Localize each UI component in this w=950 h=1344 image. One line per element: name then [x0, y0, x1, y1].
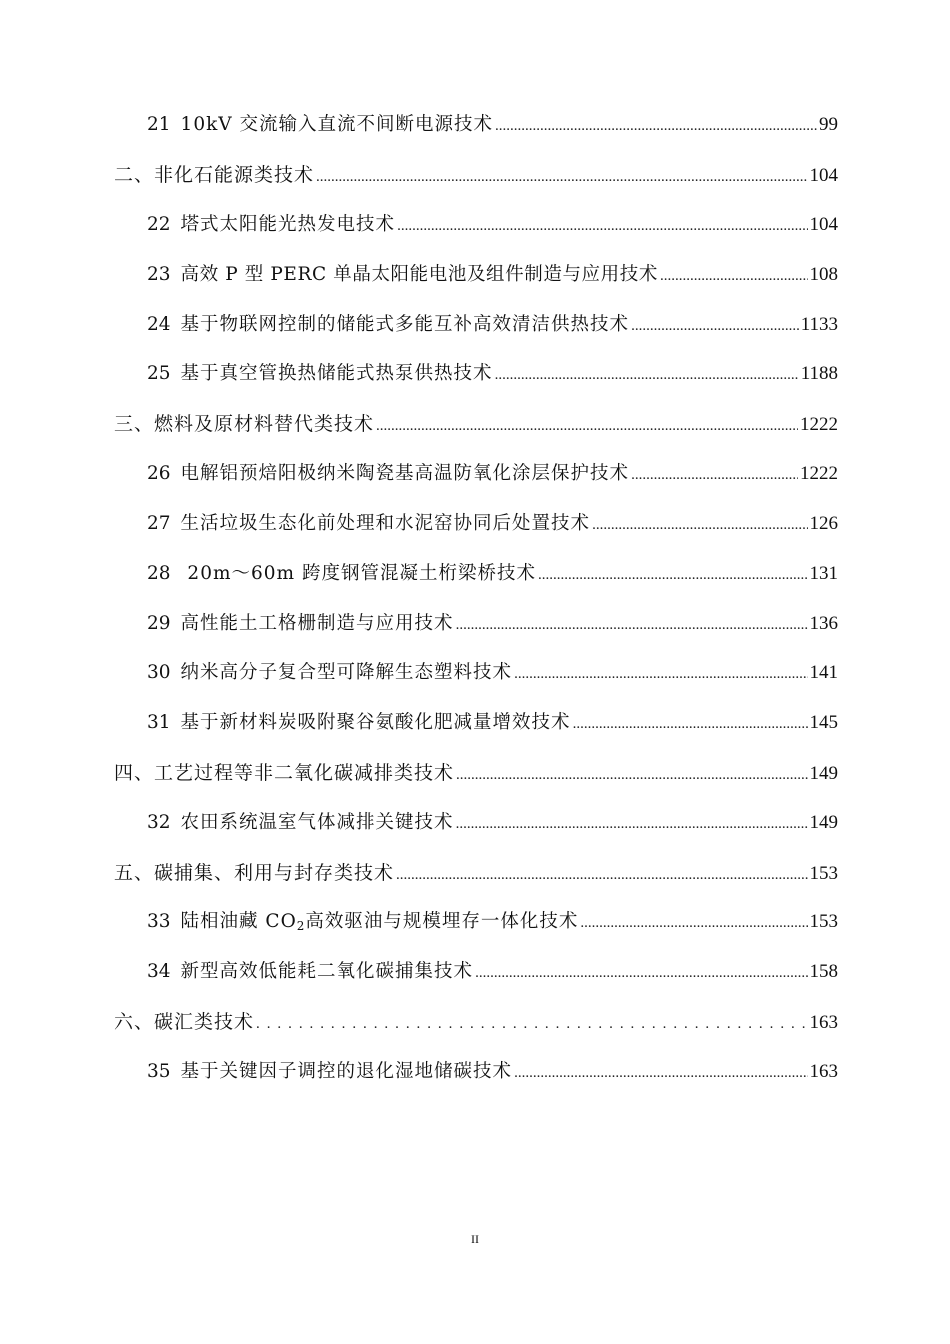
toc-item-title: 基于新材料炭吸附聚谷氨酸化肥减量增效技术	[180, 712, 571, 733]
toc-item-30[interactable]	[147, 658, 838, 688]
toc-item-title: 生活垃圾生态化前处理和水泥窑协同后处置技术	[180, 513, 591, 534]
dot-leader	[514, 1057, 807, 1088]
dot-leader	[475, 957, 807, 988]
toc-item-page: 136	[809, 613, 838, 634]
toc-item-number: 25	[147, 363, 171, 384]
toc-item-number: 24	[147, 314, 171, 335]
toc-item-number: 26	[147, 463, 171, 484]
toc-item-title: 基于物联网控制的储能式多能互补高效清洁供热技术	[180, 314, 630, 335]
toc-item-35[interactable]	[147, 1057, 838, 1087]
toc-item-21[interactable]	[147, 110, 838, 140]
toc-item-26[interactable]	[147, 459, 838, 489]
dot-leader	[397, 210, 807, 241]
dot-leader	[376, 409, 798, 441]
toc-item-number: 35	[147, 1061, 171, 1082]
toc-item-title	[181, 907, 579, 937]
dot-leader	[514, 658, 807, 689]
toc-item-number: 28	[147, 563, 171, 584]
toc-item-number: 21	[147, 114, 171, 135]
toc-item-page: 163	[809, 1061, 838, 1082]
toc-item-page: 149	[809, 812, 838, 833]
toc-item-32[interactable]	[147, 808, 838, 838]
toc-section-page: 163	[809, 1012, 838, 1033]
toc-item-27[interactable]	[147, 509, 838, 539]
toc-section-title: 六、碳汇类技术	[114, 1011, 255, 1033]
toc-item-number: 22	[147, 214, 171, 235]
toc-item-22[interactable]	[147, 210, 838, 240]
toc-section-page: 104	[809, 165, 838, 186]
dot-leader	[573, 708, 808, 739]
toc-item-title: 高性能土工格栅制造与应用技术	[180, 613, 454, 634]
dot-leader	[495, 359, 799, 390]
dot-leader	[631, 310, 799, 341]
toc-item-number: 32	[147, 812, 171, 833]
toc-item-title: 新型高效低能耗二氧化碳捕集技术	[180, 961, 474, 982]
dot-leader	[256, 1007, 807, 1039]
dot-leader	[456, 808, 808, 839]
toc-item-title: 高效 P 型 PERC 单晶太阳能电池及组件制造与应用技术	[180, 264, 658, 285]
co2-subscript: 2	[296, 919, 306, 933]
toc-section-title: 二、非化石能源类技术	[114, 164, 315, 186]
toc-item-page: 153	[809, 911, 838, 932]
dot-leader	[396, 858, 807, 890]
toc-item-title: 电解铝预焙阳极纳米陶瓷基高温防氧化涂层保护技术	[180, 463, 630, 484]
toc-item-page: 1188	[800, 363, 838, 384]
toc-item-number: 33	[147, 911, 171, 932]
dot-leader	[456, 758, 807, 790]
toc-section-carbon-sink[interactable]	[114, 1007, 838, 1037]
toc-item-page: 145	[809, 712, 838, 733]
toc-item-page: 141	[809, 662, 838, 683]
page-number-footer: II	[471, 1232, 479, 1246]
toc-section-page: 153	[809, 863, 838, 884]
toc-item-number: 34	[147, 961, 171, 982]
toc-item-23[interactable]	[147, 260, 838, 290]
toc-item-title: 基于关键因子调控的退化湿地储碳技术	[180, 1061, 513, 1082]
toc-item-28[interactable]	[147, 559, 838, 589]
toc-section-fuel-material-substitution[interactable]	[114, 409, 838, 439]
toc-item-title: 20m～60m 跨度钢管混凝土桁梁桥技术	[180, 563, 536, 584]
toc-item-title: 塔式太阳能光热发电技术	[180, 214, 396, 235]
toc-item-title: 农田系统温室气体减排关键技术	[180, 812, 454, 833]
toc-item-page: 158	[809, 961, 838, 982]
toc-section-title: 三、燃料及原材料替代类技术	[114, 413, 375, 435]
toc-item-number: 27	[147, 513, 171, 534]
toc-item-page: 1222	[800, 463, 838, 484]
toc-item-number: 29	[147, 613, 171, 634]
dot-leader	[592, 509, 807, 540]
toc-item-number: 23	[147, 264, 171, 285]
toc-item-title-pre: 陆相油藏 CO	[180, 911, 297, 932]
dot-leader	[538, 559, 808, 590]
toc-item-25[interactable]	[147, 359, 838, 389]
toc-item-title: 纳米高分子复合型可降解生态塑料技术	[180, 662, 513, 683]
toc-item-number: 31	[147, 712, 171, 733]
toc-section-page: 1222	[800, 414, 838, 435]
toc-item-title-post: 高效驱油与规模埋存一体化技术	[305, 911, 579, 932]
toc-item-page: 99	[819, 114, 838, 135]
toc-item-page: 131	[809, 563, 838, 584]
toc-item-24[interactable]	[147, 310, 838, 340]
dot-leader	[631, 459, 798, 490]
toc-item-page: 126	[809, 513, 838, 534]
dot-leader	[495, 110, 817, 141]
toc-section-title: 五、碳捕集、利用与封存类技术	[114, 862, 395, 884]
dot-leader	[580, 907, 807, 938]
toc-item-number: 30	[147, 662, 171, 683]
toc-item-page: 1133	[800, 314, 838, 335]
toc-item-29[interactable]	[147, 609, 838, 639]
toc-section-ccus[interactable]	[114, 858, 838, 888]
toc-section-non-fossil-energy[interactable]	[114, 160, 838, 190]
dot-leader	[456, 609, 808, 640]
toc-item-page: 108	[809, 264, 838, 285]
toc-item-33[interactable]	[147, 907, 838, 937]
dot-leader	[660, 260, 808, 291]
toc-section-process-non-co2[interactable]	[114, 758, 838, 788]
toc-section-title: 四、工艺过程等非二氧化碳减排类技术	[114, 762, 455, 784]
toc-item-31[interactable]	[147, 708, 838, 738]
toc-item-page: 104	[809, 214, 838, 235]
toc-section-page: 149	[809, 763, 838, 784]
toc-item-title: 10kV 交流输入直流不间断电源技术	[180, 114, 494, 135]
toc-item-title: 基于真空管换热储能式热泵供热技术	[180, 363, 493, 384]
toc-item-34[interactable]	[147, 957, 838, 987]
dot-leader	[316, 160, 807, 192]
